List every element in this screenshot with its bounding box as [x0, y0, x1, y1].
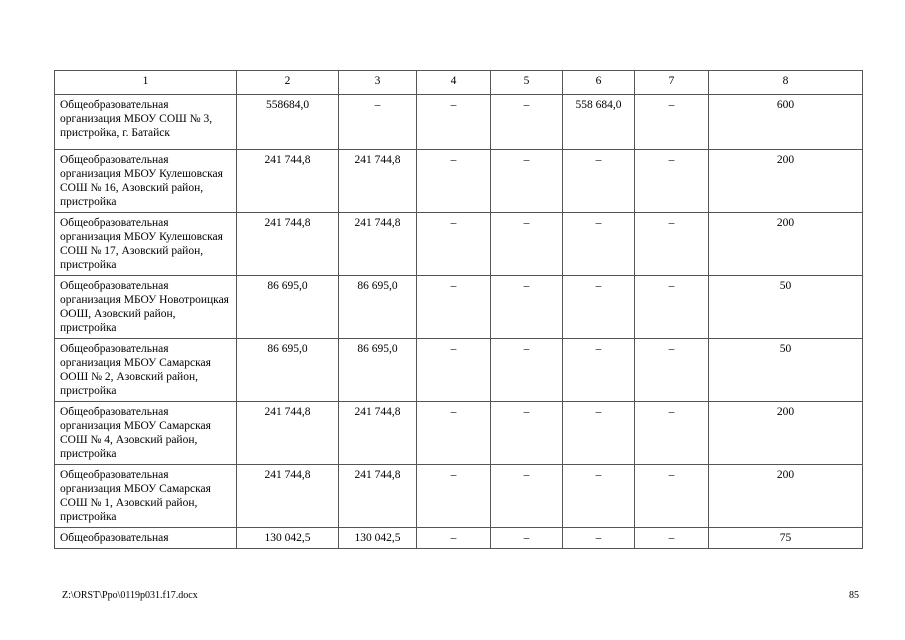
table-cell: – — [491, 528, 563, 549]
table-cell: 86 695,0 — [237, 339, 339, 402]
table-cell: – — [635, 339, 709, 402]
table-cell: – — [417, 465, 491, 528]
table-row — [55, 150, 863, 213]
column-header: 5 — [491, 71, 563, 95]
table-cell: – — [417, 213, 491, 276]
table-cell: 241 744,8 — [339, 213, 417, 276]
table-cell: 241 744,8 — [237, 213, 339, 276]
table-cell: – — [563, 402, 635, 465]
table-cell: – — [491, 402, 563, 465]
table-cell: 241 744,8 — [237, 402, 339, 465]
table-cell: – — [491, 465, 563, 528]
table-cell: 50 — [709, 339, 863, 402]
table-cell: – — [563, 150, 635, 213]
page-number: 85 — [849, 590, 859, 601]
organization-name-cell: Общеобразовательная организация МБОУ Самарская СОШ № 1, Азовский район, пристройка — [55, 465, 237, 528]
table-cell: – — [635, 95, 709, 150]
column-header: 4 — [417, 71, 491, 95]
table-cell: – — [417, 402, 491, 465]
table-cell: – — [563, 339, 635, 402]
column-header: 7 — [635, 71, 709, 95]
organization-name-cell: Общеобразовательная организация МБОУ Кулешовская СОШ № 16, Азовский район, пристройка — [55, 150, 237, 213]
table-cell: 558684,0 — [237, 95, 339, 150]
table-cell: 600 — [709, 95, 863, 150]
table-cell: – — [417, 150, 491, 213]
table-cell: 86 695,0 — [237, 276, 339, 339]
table-cell: – — [417, 528, 491, 549]
table-cell: – — [635, 276, 709, 339]
table-cell: – — [491, 95, 563, 150]
table-cell: 241 744,8 — [339, 465, 417, 528]
table-cell: – — [563, 528, 635, 549]
table-cell: 86 695,0 — [339, 339, 417, 402]
column-header: 8 — [709, 71, 863, 95]
table-cell: 241 744,8 — [237, 150, 339, 213]
table-cell: – — [563, 465, 635, 528]
table-cell: – — [635, 150, 709, 213]
table-cell: – — [491, 213, 563, 276]
table-row — [55, 402, 863, 465]
table-cell: 200 — [709, 213, 863, 276]
organization-name-cell: Общеобразовательная организация МБОУ Самарская ООШ № 2, Азовский район, пристройка — [55, 339, 237, 402]
table-cell: – — [635, 213, 709, 276]
table-cell: 130 042,5 — [339, 528, 417, 549]
table-row — [55, 95, 863, 150]
organization-name-cell: Общеобразовательная организация МБОУ Самарская СОШ № 4, Азовский район, пристройка — [55, 402, 237, 465]
table-cell: 241 744,8 — [237, 465, 339, 528]
table-cell: 130 042,5 — [237, 528, 339, 549]
column-header: 3 — [339, 71, 417, 95]
footer-file-path: Z:\ORST\Ppo\0119p031.f17.docx — [62, 590, 198, 601]
column-header: 6 — [563, 71, 635, 95]
header-row — [55, 71, 863, 95]
organization-name-cell: Общеобразовательная организация МБОУ Кулешовская СОШ № 17, Азовский район, пристройка — [55, 213, 237, 276]
table-cell: – — [491, 276, 563, 339]
organization-name-cell: Общеобразовательная — [55, 528, 237, 549]
table-cell: 50 — [709, 276, 863, 339]
table-row — [55, 276, 863, 339]
table-cell: 200 — [709, 150, 863, 213]
table-cell: 86 695,0 — [339, 276, 417, 339]
organization-name-cell: Общеобразовательная организация МБОУ Новотроицкая ООШ, Азовский район, пристройка — [55, 276, 237, 339]
table-cell: – — [635, 528, 709, 549]
table-row — [55, 528, 863, 549]
table-cell: – — [417, 339, 491, 402]
organization-name-cell: Общеобразовательная организация МБОУ СОШ № 3, пристройка, г. Батайск — [55, 95, 237, 150]
table-cell: – — [491, 339, 563, 402]
table-cell: – — [417, 95, 491, 150]
table-cell: – — [563, 213, 635, 276]
budget-table — [54, 70, 863, 549]
table-cell: 75 — [709, 528, 863, 549]
column-header: 2 — [237, 71, 339, 95]
table-row — [55, 213, 863, 276]
table-cell: 241 744,8 — [339, 402, 417, 465]
budget-table-container — [54, 70, 862, 549]
table-cell: – — [635, 402, 709, 465]
table-cell: 200 — [709, 402, 863, 465]
table-cell: 200 — [709, 465, 863, 528]
table-cell: – — [635, 465, 709, 528]
table-cell: – — [491, 150, 563, 213]
table-cell: 558 684,0 — [563, 95, 635, 150]
table-row — [55, 465, 863, 528]
table-cell: – — [417, 276, 491, 339]
column-header: 1 — [55, 71, 237, 95]
table-cell: – — [339, 95, 417, 150]
table-cell: 241 744,8 — [339, 150, 417, 213]
table-cell: – — [563, 276, 635, 339]
table-row — [55, 339, 863, 402]
